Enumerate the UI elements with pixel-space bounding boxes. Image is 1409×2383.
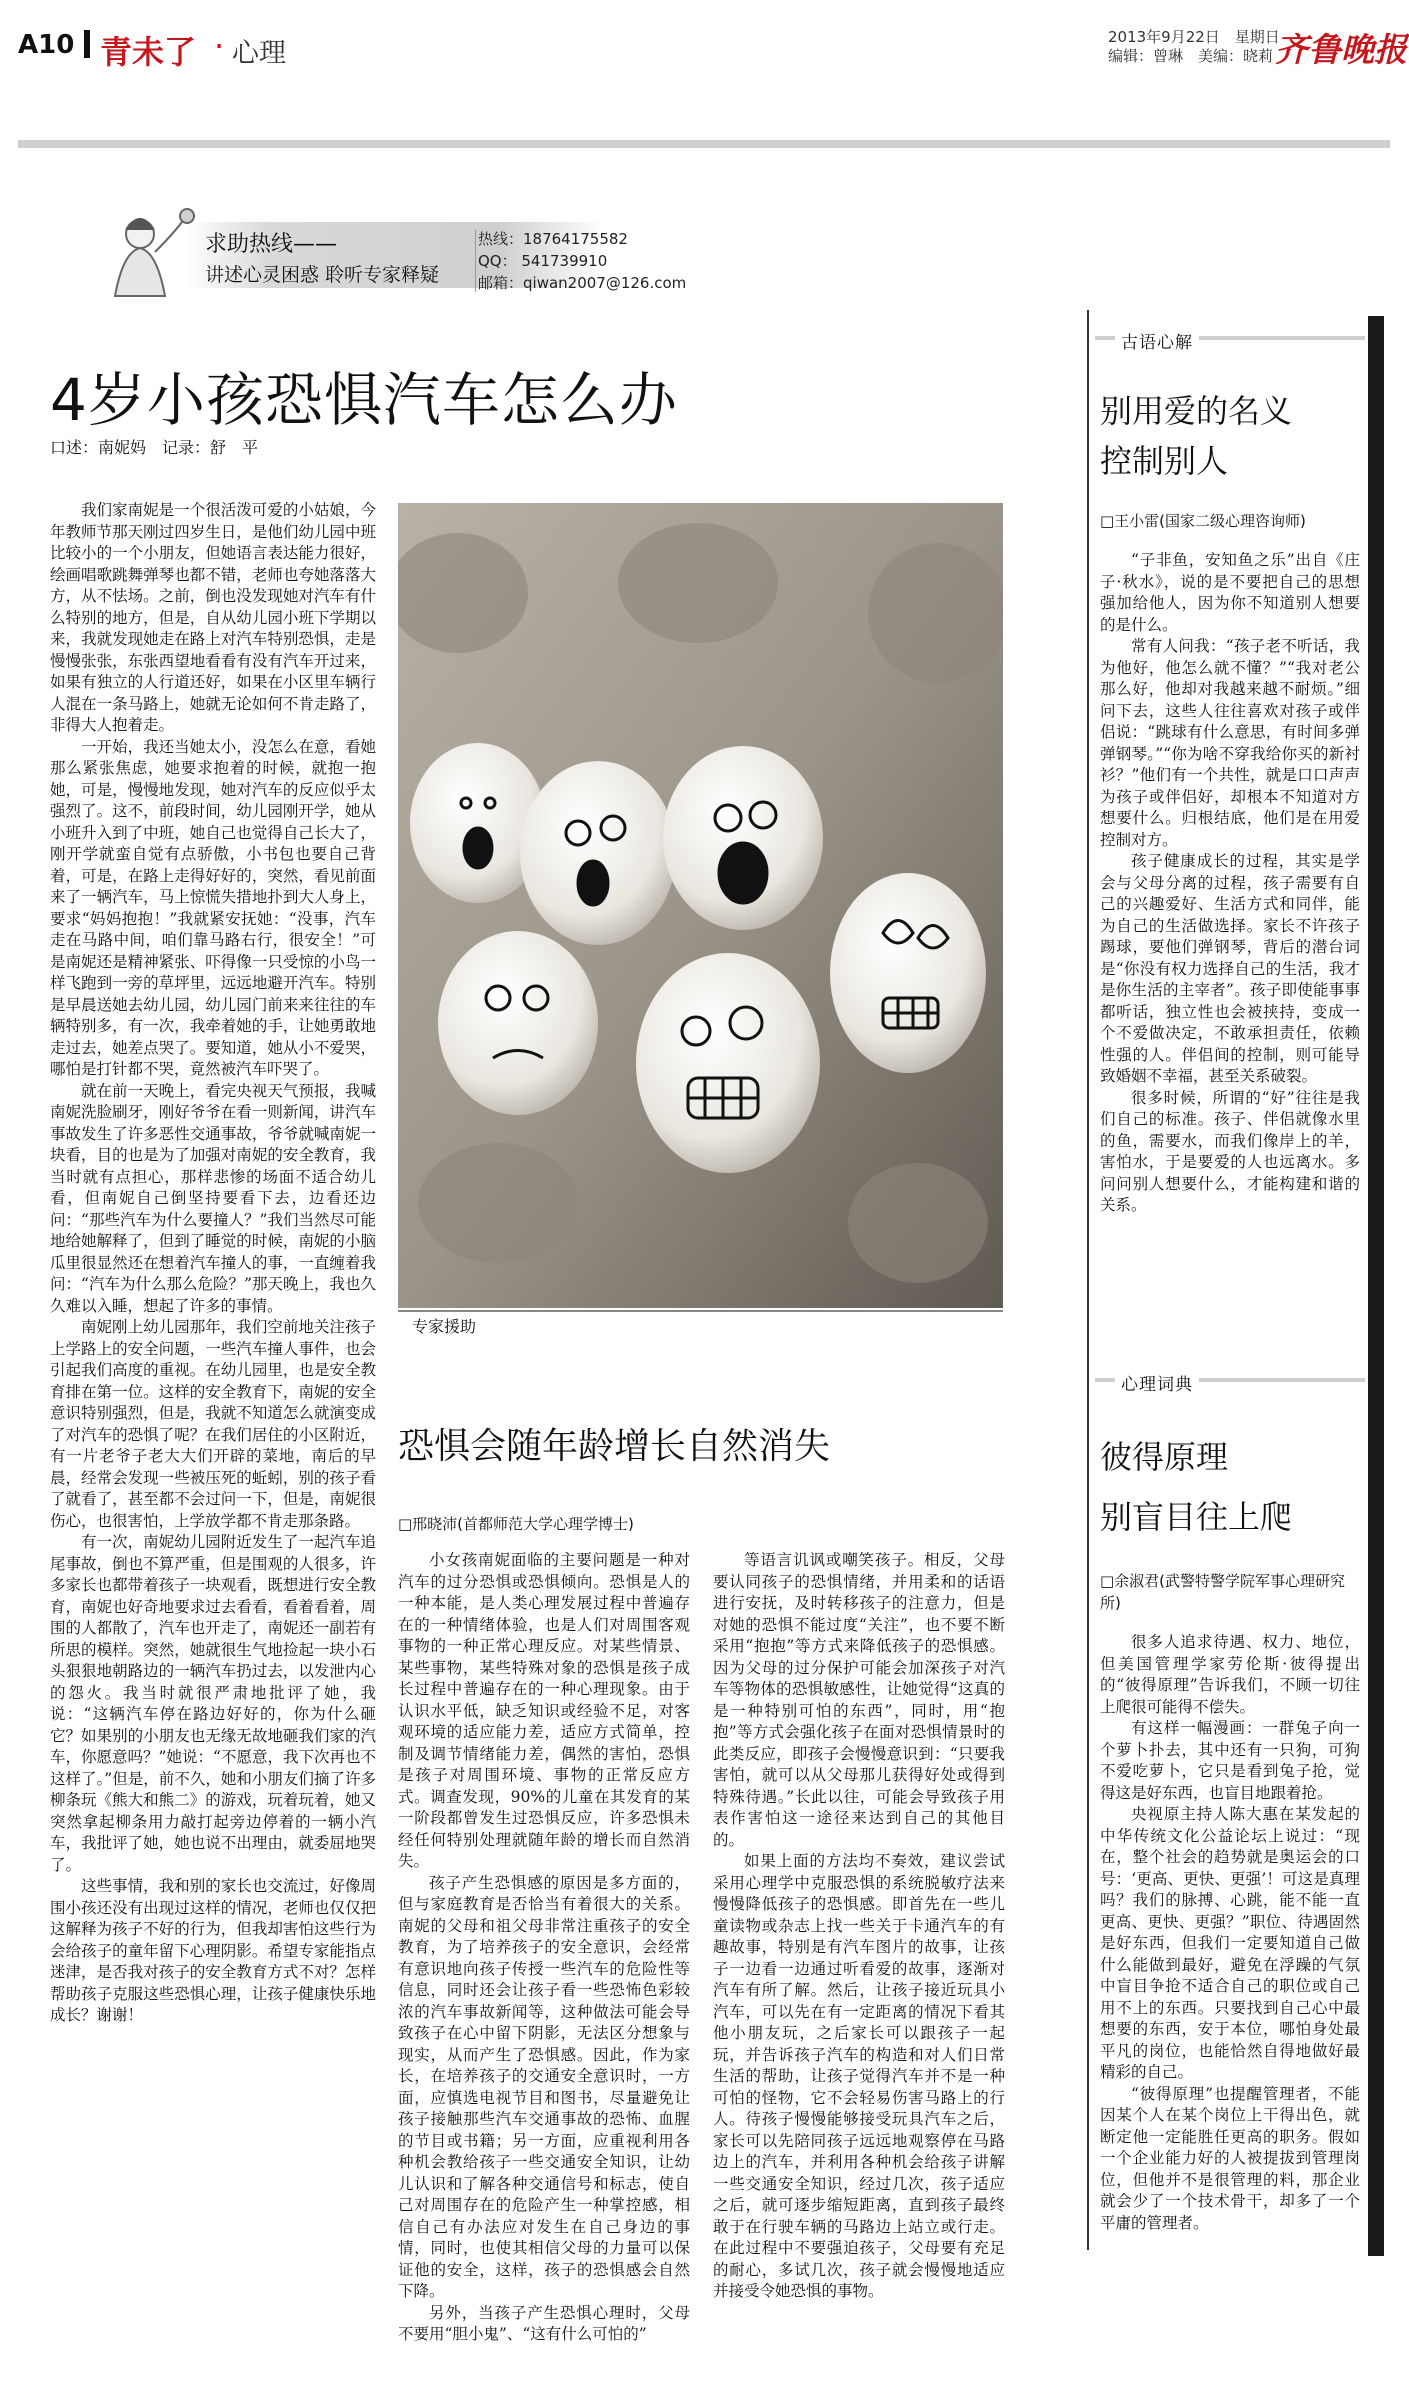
- page-number: A10: [18, 30, 75, 60]
- issue-date: 2013年9月22日 星期日: [1108, 28, 1280, 46]
- sidebar-headline-line: 彼得原理: [1100, 1438, 1229, 1476]
- expert-byline: □邢晓沛(首都师范大学心理学博士): [398, 1515, 634, 1533]
- main-paragraph: 一开始，我还当她太小，没怎么在意，看她那么紧张焦虑，她要求抱着的时候，就抱一抱她，可是，慢慢地发现，她对汽车的反应似乎太强烈了。这不，前段时间，幼儿园刚开学，她从小班升入到了中班，她自己也觉得自己长大了，刚开学就蛮自觉有点骄傲，小书包也要自己背着，可是，在路上走得好好的，突然，看见前面来了一辆汽车，马上惊慌失措地扑到大人身上，要求“妈妈抱抱！”我就紧安抚她：“没事，汽车走在马路中间，咱们靠马路右行，很安全！”可是南妮还是精神紧张、吓得像一只受惊的小鸟一样飞跑到一旁的草坪里，远远地避开汽车。特别是早晨送她去幼儿园，幼儿园门前来来往往的车辆特别多，有一次，我牵着她的手，让她勇敢地走过去，她差点哭了。要知道，她从小不爱哭，哪怕是打针都不哭，竟然被汽车吓哭了。: [50, 737, 376, 1078]
- expert-paragraph: 小女孩南妮面临的主要问题是一种对汽车的过分恐惧或恐惧倾向。恐惧是人的一种本能，是人类心理发展过程中普遍存在的一种情绪体验，也是人们对周围客观事物的一种正常心理反应。对某些情景、某些事物，某些特殊对象的恐惧是孩子成长过程中普遍存在的一种心理现象。由于认识水平低，缺乏知识或经验不足，对客观环境的适应能力差，适应方式简单，控制及调节情绪能力差，偶然的害怕，恐惧是孩子对周围环境、事物的正常反应方式。调查发现，90%的儿童在其发育的某一阶段都曾发生过恐惧反应，许多恐惧未经任何特别处理就随年龄的增长而自然消失。: [398, 1551, 690, 1870]
- hotline-qq: QQ： 541739910: [478, 252, 608, 270]
- main-paragraph: 南妮刚上幼儿园那年，我们空前地关注孩子上学路上的安全问题，一些汽车撞人事件，也会引起我们高度的重视。在幼儿园里，也是安全教育排在第一位。这样的安全教育下，南妮的安全意识特别强烈，但是，我就不知道怎么就演变成了对汽车的恐惧了呢？在我们居住的小区附近，有一片老爷子老大大们开辟的菜地，南后的早晨，经常会发现一些被压死的蚯蚓，别的孩子看了就看了，甚至都不会过问一下，但是，南妮很伤心，也很害怕，上学放学都不肯走那条路。: [50, 1318, 376, 1530]
- main-paragraph: 这些事情，我和别的家长也交流过，好像周围小孩还没有出现过这样的情况，老师也仅仅把这解释为孩子不好的行为，但我却害怕这些行为会给孩子的童年留下心理阴影。希望专家能指点迷津，是否我对孩子的安全教育方式不对？怎样帮助孩子克服这些恐惧心理，让孩子健康快乐地成长？谢谢！: [50, 1877, 376, 2024]
- sidebar-headline-line: 别用爱的名义: [1100, 392, 1293, 430]
- section-name: 青未了: [100, 33, 197, 71]
- hotline-phone: 热线：18764175582: [478, 230, 628, 248]
- expert-column-a: [398, 1550, 690, 2350]
- eggs-photo: [398, 503, 1003, 1308]
- expert-tag-rule: [398, 1310, 1003, 1338]
- sidebar-paragraph: 孩子健康成长的过程，其实是学会与父母分离的过程，孩子需要有自己的兴趣爱好、生活方式和同伴，能为自己的生活做选择。家长不许孩子踢球，要他们弹钢琴，背后的潜台词是“你没有权力选择自己的生活，我才是你生活的主宰者”。孩子即使能事事都听话，独立性也会被挟持，变成一个不爱做决定，不敢承担责任，依赖性强的人。伴侣间的控制，则可能导致婚姻不幸福，甚至关系破裂。: [1100, 852, 1360, 1085]
- main-paragraph: 我们家南妮是一个很活泼可爱的小姑娘，今年教师节那天刚过四岁生日，是他们幼儿园中班比较小的一个小朋友，但她语言表达能力很好，绘画唱歌跳舞弹琴也都不错，老师也夸她落落大方，从不怯场。之前，倒也没发现她对汽车有什么特别的地方，但是，自从幼儿园小班下学期以来，我就发现她走在路上对汽车特别恐惧，走是慢慢张张，东张西望地看看有没有汽车开过来，如果有独立的人行道还好，如果在小区里车辆行人混在一条马路上，她就无论如何不肯走路了，非得大人抱着走。: [50, 501, 376, 734]
- expert-paragraph: 等语言讥讽或嘲笑孩子。相反，父母要认同孩子的恐惧情绪，并用柔和的话语进行安抚，及时转移孩子的注意力，但是对她的恐惧不能过度“关注”，也不要不断采用“抱抱”等方式来降低孩子的恐惧感。因为父母的过分保护可能会加深孩子对汽车等物体的恐惧敏感性，让她觉得“这真的是一种特别可怕的东西”，同时，用“抱抱”等方式会强化孩子在面对恐惧情景时的此类反应，即孩子会慢慢意识到：“只要我害怕，就可以从父母那儿获得好处或得到特殊待遇。”长此以往，可能会导致孩子用表作害怕这一途径来达到自己的其他目的。: [713, 1551, 1005, 1849]
- main-paragraph: 有一次，南妮幼儿园附近发生了一起汽车追尾事故，倒也不算严重，但是围观的人很多，许多家长也都带着孩子一块观看，既想进行安全教育，南妮也好奇地要求过去看看，看着看着，周围的人都散了，汽车也开走了，南妮还一副若有所思的模样。突然，她就很生气地捡起一块小石头狠狠地朝路边的一辆汽车扔过去，以发泄内心的怨火。我当时就很严肃地批评了她，我说：“这辆汽车停在路边好好的，你为什么砸它？如果别的小朋友也无缘无故地砸我们家的汽车，你愿意吗？”她说：“不愿意，我下次再也不这样了。”但是，前不久，她和小朋友们摘了许多柳条玩《熊大和熊二》的游戏，玩着玩着，她又突然拿起柳条用力敲打起旁边停着的一辆小汽车，我批评了她，她也说不出理由，就委屈地哭了。: [50, 1533, 376, 1874]
- sidebar-byline: □余淑君(武警特警学院军事心理研究所): [1100, 1572, 1346, 1612]
- expert-paragraph: 如果上面的方法均不奏效，建议尝试采用心理学中克服恐惧的系统脱敏疗法来慢慢降低孩子的恐惧感。即首先在一些儿童读物或杂志上找一些关于卡通汽车的有趣故事，特别是有汽车图片的故事，让孩子一边看一边通过听看爱的故事，逐渐对汽车有所了解。然后，让孩子接近玩具小汽车，可以先在有一定距离的情况下看其他小朋友玩，之后家长可以跟孩子一起玩，并告诉孩子汽车的构造和对人们日常生活的帮助，让孩子觉得汽车并不是一种可怕的怪物，它不会轻易伤害马路上的行人。待孩子慢慢能够接受玩具汽车之后，家长可以先陪同孩子远远地观察停在马路边上的汽车，并利用各种机会给孩子讲解一些交通安全知识，经过几次，孩子适应之后，就可逐步缩短距离，直到孩子最终敢于在行驶车辆的马路边上站立或行走。在此过程中不要强迫孩子，父母要有充足的耐心，多试几次，孩子就会慢慢地适应并接受令她恐惧的事物。: [713, 1852, 1005, 2300]
- sidebar-headline-line: 别盲目往上爬: [1100, 1498, 1293, 1536]
- page-number-divider: [84, 30, 90, 58]
- sidebar-paragraph: “子非鱼，安知鱼之乐”出自《庄子·秋水》，说的是不要把自己的思想强加给他人，因为你不知道别人想要的是什么。: [1100, 551, 1360, 634]
- sidebar-paragraph: “彼得原理”也提醒管理者，不能因某个人在某个岗位上干得出色，就断定他一定能胜任更高的职务。假如一个企业能力好的人被提拔到管理岗位，但他并不是很管理的料，那企业就会少了一个技术骨干，却多了一个平庸的管理者。: [1100, 2084, 1360, 2232]
- main-article-body: [50, 500, 376, 2340]
- main-paragraph: 就在前一天晚上，看完央视天气预报，我喊南妮洗脸刷牙，刚好爷爷在看一则新闻，讲汽车事故发生了许多恶性交通事故，爷爷就喊南妮一块看，目的也是为了加强对南妮的安全教育，我当时就有点担心，那样悲惨的场面不适合幼儿看，但南妮自己倒坚持要看下去，边看还边问：“那些汽车为什么要撞人？”我们当然尽可能地给她解释了，但到了睡觉的时候，南妮的小脑瓜里很显然还在想着汽车撞人的事，一直缠着我问：“汽车为什么那么危险？”那天晚上，我也久久难以入睡，想起了许多的事情。: [50, 1081, 376, 1315]
- header-rule: [18, 140, 1390, 148]
- sidebar-paragraph: 有这样一幅漫画：一群兔子向一个萝卜扑去，其中还有一只狗，可狗不爱吃萝卜，它只是看到兔子抢，觉得这是好东西，也盲目地跟着抢。: [1100, 1719, 1360, 1802]
- expert-column-b: [713, 1550, 1005, 2350]
- expert-tag: 专家援助: [412, 1317, 477, 1336]
- newspaper-logo: 齐鲁晚报: [1275, 30, 1407, 69]
- expert-headline: 恐惧会随年龄增长自然消失: [398, 1426, 831, 1467]
- sidebar-body: [1100, 1632, 1360, 2342]
- section-subname: 心理: [232, 38, 286, 69]
- sidebar-headline-line: 控制别人: [1100, 442, 1229, 480]
- hotline-title: 求助热线——: [205, 232, 338, 257]
- main-headline: 4岁小孩恐惧汽车怎么办: [50, 366, 678, 434]
- sidebar-paragraph: 常有人问我：“孩子老不听话，我为他好，他怎么就不懂？”“我对老公那么好，他却对我越来越不耐烦。”细问下去，这些人往往喜欢对孩子或伴侣说：“跳球有什么意思，有时间多弹弹钢琴。”“你为啥不穿我给你买的新衬衫？”他们有一个共性，就是口口声声为孩子或伴侣好，却根本不知道对方想要什么。归根结底，他们是在用爱控制对方。: [1100, 637, 1360, 849]
- sidebar-body: [1100, 550, 1360, 1330]
- main-byline: 口述：南妮妈 记录：舒 平: [50, 438, 259, 457]
- editors-credit: 编辑：曾琳 美编：晓莉: [1108, 47, 1274, 65]
- expert-paragraph: 孩子产生恐惧感的原因是多方面的，但与家庭教育是否恰当有着很大的关系。南妮的父母和祖父母非常注重孩子的安全教育，为了培养孩子的安全意识，会经常有意识地向孩子传授一些汽车的危险性等信息，同时还会让孩子看一些恐怖色彩较浓的汽车事故新闻等，这种做法可能会导致孩子在心中留下阴影，无法区分想象与现实，从而产生了恐惧感。因此，作为家长，在培养孩子的交通安全意识时，一方面，应慎选电视节目和图书，尽量避免让孩子接触那些汽车交通事故的恐怖、血腥的节目或书籍；另一方面，应重视利用各种机会教给孩子一些交通安全知识，让幼儿认识和了解各种交通信号和标志，使自己对周围存在的危险产生一种掌控感，相信自己有办法应对发生在自己身边的事情，同时，也使其相信父母的力量可以保证他的安全，这样，孩子的恐惧感会自然下降。: [398, 1873, 690, 2300]
- sidebar-tag-dictionary: 心理词典: [1115, 1370, 1199, 1395]
- sidebar-border: [1087, 310, 1089, 2250]
- sidebar-tag-classic: 古语心解: [1115, 328, 1199, 353]
- sidebar-paragraph: 很多时候，所谓的“好”往往是我们自己的标准。孩子、伴侣就像水里的鱼，需要水，而我们像岸上的羊，害怕水，于是要爱的人也远离水。多问问别人想要什么，才能构建和谐的关系。: [1100, 1088, 1360, 1214]
- section-separator: ·: [214, 27, 225, 65]
- sidebar-byline: □王小雷(国家二级心理咨询师): [1100, 512, 1306, 530]
- woman-illustration-icon: [115, 209, 194, 296]
- expert-paragraph: 另外，当孩子产生恐惧心理时，父母不要用“胆小鬼”、“这有什么可怕的”: [398, 2303, 690, 2343]
- hotline-email: 邮箱：qiwan2007@126.com: [478, 274, 687, 292]
- sidebar-shadow: [1368, 316, 1384, 2256]
- frightened-eggs-icon: [398, 503, 1003, 1308]
- hotline-subtitle: 讲述心灵困惑 聆听专家释疑: [205, 264, 440, 286]
- sidebar-paragraph: 很多人追求待遇、权力、地位，但美国管理学家劳伦斯·彼得提出的“彼得原理”告诉我们，不顾一切往上爬很可能得不偿失。: [1100, 1633, 1360, 1716]
- sidebar-paragraph: 央视原主持人陈大惠在某发起的中华传统文化公益论坛上说过：“现在，整个社会的趋势就是奥运会的口号：‘更高、更快、更强’！可这是真理吗？我们的脉搏、心跳，能不能一直更高、更快、更强？”职位、待遇固然是好东西，但我们一定要知道自己做什么能做到最好，避免在浮躁的气氛中盲目争抢不适合自己的职位或自己用不上的东西。只要找到自己心中最想要的东西，安于本位，哪怕身处最平凡的岗位，也能恰然自得地做好最精彩的自己。: [1100, 1805, 1360, 2081]
